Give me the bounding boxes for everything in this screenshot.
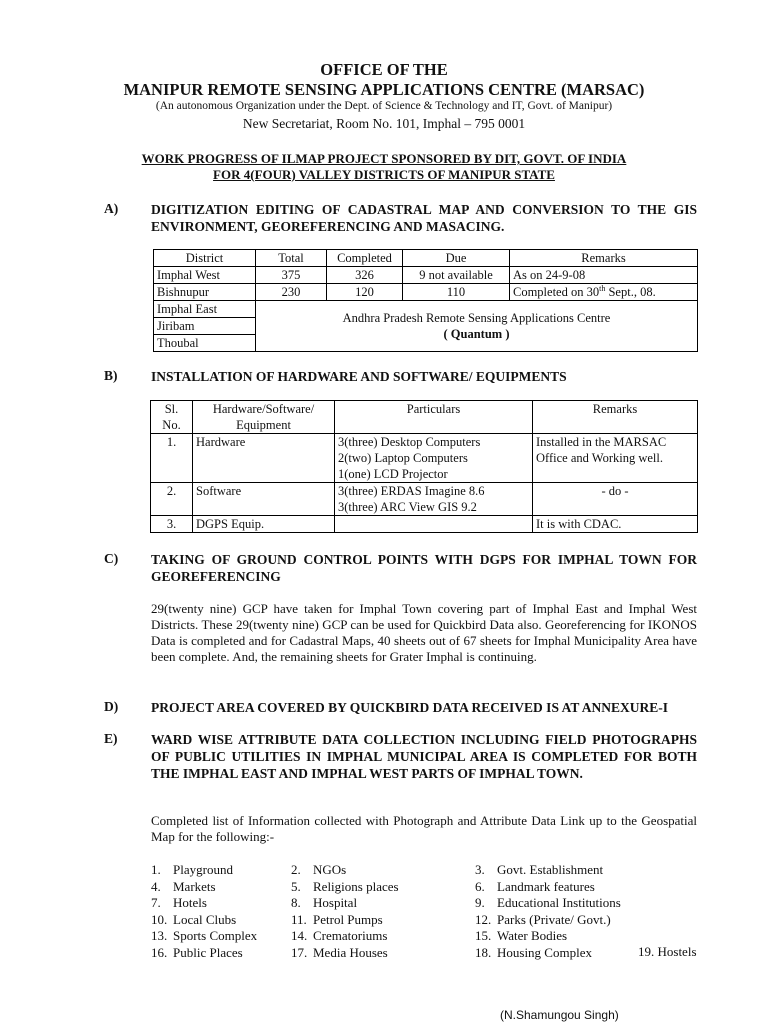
remark-text-end: Sept., 08. (605, 285, 656, 299)
list-item: Religions places (313, 878, 399, 894)
table-cell (510, 284, 698, 301)
section-d-title: PROJECT AREA COVERED BY QUICKBIRD DATA RECEIVED IS AT ANNEXURE-I (151, 700, 668, 715)
list-item-number: 13. (151, 928, 168, 943)
column-header: Due (403, 250, 510, 267)
list-row (151, 912, 711, 929)
table-cell: - do - (533, 483, 698, 516)
table-header-row (151, 401, 698, 434)
table-row (151, 483, 698, 516)
table-cell: DGPS Equip. (193, 516, 335, 533)
list-item: Markets (173, 878, 216, 894)
table-cell: Hardware (193, 434, 335, 483)
particular-line: 3(three) ARC View GIS 9.2 (338, 500, 477, 514)
section-e-title: WARD WISE ATTRIBUTE DATA COLLECTION INCLUDING FIELD PHOTOGRAPHS OF PUBLIC UTILITIES IN IMPHAL MUNICIPAL AREA IS COMPLETED FOR BOTH THE IMPHAL EAST AND IMPHAL WEST PARTS OF IMPHAL TOWN. (151, 732, 697, 781)
table-row (154, 301, 698, 318)
list-item: Local Clubs (173, 911, 237, 927)
list-item: Govt. Establishment (497, 862, 604, 877)
particular-line: 1(one) LCD Projector (338, 467, 448, 481)
table-cell (335, 516, 533, 533)
remark-line: Installed in the MARSAC (536, 435, 667, 449)
table-cell: 9 not available (403, 267, 510, 284)
table-cell: 120 (327, 284, 403, 301)
list-item: Educational Institutions (497, 895, 621, 910)
header-text: Sl. (164, 402, 179, 416)
table-cell: 3. (151, 516, 193, 533)
report-title-line-2: FOR 4(FOUR) VALLEY DISTRICTS OF MANIPUR STATE (213, 167, 555, 182)
list-item-number: 7. (151, 895, 161, 910)
table-cell: Jiribam (154, 318, 256, 335)
list-item-hostels: 19. Hostels (638, 944, 697, 959)
report-title-line-1: WORK PROGRESS OF ILMAP PROJECT SPONSORED BY DIT, GOVT. OF INDIA (141, 151, 627, 166)
signature: (N.Shamungou Singh) (500, 1008, 619, 1022)
list-item-number: 16. (151, 944, 168, 960)
table-header-row (154, 250, 698, 267)
column-header: Total (256, 250, 327, 267)
section-c-paragraph: 29(twenty nine) GCP have taken for Imphal Town covering part of Imphal East and Imphal West Districts. These 29(twenty nine) GCP can be used for Quickbird Data also. Georeferencing for IKONOS Data is completed and for Cadastral Maps, 40 sheets out of 67 sheets for Imphal Municipality Area have been complete. And, the remaining sheets for Grater Imphal is continuing. (151, 601, 697, 664)
header-text: No. (162, 418, 181, 432)
column-header: Remarks (533, 401, 698, 434)
digitization-table (153, 249, 698, 352)
list-item: Public Places (173, 944, 243, 960)
list-item: Petrol Pumps (313, 911, 383, 927)
list-item: Water Bodies (497, 928, 568, 943)
column-header: Remarks (510, 250, 698, 267)
list-item-number: 2. (291, 862, 301, 877)
header-text: Equipment (236, 418, 291, 432)
table-cell: 1. (151, 434, 193, 483)
table-cell: 326 (327, 267, 403, 284)
list-item-number: 3. (475, 862, 485, 877)
particular-line: 2(two) Laptop Computers (338, 451, 468, 465)
section-d-letter: D) (104, 699, 119, 714)
table-cell: Imphal West (154, 267, 256, 284)
list-row (151, 928, 711, 945)
remark-text: Completed on 30 (513, 285, 600, 299)
header-text: Hardware/Software/ (212, 402, 315, 416)
list-item-number: 15. (475, 928, 492, 943)
particular-line: 3(three) Desktop Computers (338, 435, 481, 449)
column-header (193, 401, 335, 434)
section-e-letter: E) (104, 731, 118, 746)
section-e-intro: Completed list of Information collected with Photograph and Attribute Data Link up to the Geospatial Map for the following:- (151, 813, 697, 844)
list-item-number: 5. (291, 878, 301, 894)
list-item: Playground (173, 862, 233, 877)
information-list (151, 862, 711, 961)
remark-line: Office and Working well. (536, 451, 663, 465)
list-item: Hotels (173, 895, 207, 910)
column-header (151, 401, 193, 434)
table-row (154, 284, 698, 301)
table-cell (335, 434, 533, 483)
table-row (154, 267, 698, 284)
section-a-letter: A) (104, 201, 119, 216)
section-c-title: TAKING OF GROUND CONTROL POINTS WITH DGPS FOR IMPHAL TOWN FOR GEOREFERENCING (151, 552, 697, 584)
table-cell: 230 (256, 284, 327, 301)
list-row (151, 945, 711, 962)
column-header: Completed (327, 250, 403, 267)
organization-address: New Secretariat, Room No. 101, Imphal – 795 0001 (242, 116, 526, 131)
section-b-letter: B) (104, 368, 118, 383)
column-header: Particulars (335, 401, 533, 434)
list-item-number: 1. (151, 862, 161, 877)
list-item: Parks (Private/ Govt.) (497, 911, 611, 927)
table-cell (533, 434, 698, 483)
list-item-number: 17. (291, 944, 308, 960)
table-cell: Imphal East (154, 301, 256, 318)
table-cell: 375 (256, 267, 327, 284)
particular-line: 3(three) ERDAS Imagine 8.6 (338, 484, 485, 498)
list-item: Landmark features (497, 878, 595, 894)
organization-name: MANIPUR REMOTE SENSING APPLICATIONS CENTRE (MARSAC) (123, 80, 645, 99)
list-item: Housing Complex (497, 944, 592, 960)
table-cell: Bishnupur (154, 284, 256, 301)
merged-note-cell (256, 301, 698, 352)
list-item: NGOs (313, 862, 347, 877)
table-cell: It is with CDAC. (533, 516, 698, 533)
equipment-table (150, 400, 698, 533)
table-row (151, 516, 698, 533)
list-item-number: 18. (475, 944, 492, 960)
section-c-letter: C) (104, 551, 119, 566)
table-row (151, 434, 698, 483)
section-a-title: DIGITIZATION EDITING OF CADASTRAL MAP AND CONVERSION TO THE GIS ENVIRONMENT, GEOREFERENCING AND MASACING. (151, 202, 697, 234)
table-cell: 2. (151, 483, 193, 516)
list-item-number: 4. (151, 878, 161, 894)
list-item-number: 11. (291, 911, 307, 927)
list-item-number: 9. (475, 895, 485, 910)
organization-description: (An autonomous Organization under the Dept. of Science & Technology and IT, Govt. of Manipur) (155, 100, 613, 112)
list-item-number: 8. (291, 895, 301, 910)
table-cell (335, 483, 533, 516)
table-cell: 110 (403, 284, 510, 301)
list-row (151, 879, 711, 896)
table-cell: Thoubal (154, 335, 256, 352)
remark-superscript: th (599, 283, 606, 293)
list-item: Sports Complex (173, 928, 258, 943)
merged-note-line-2: ( Quantum ) (443, 327, 510, 341)
list-item-number: 10. (151, 911, 168, 927)
list-item: Media Houses (313, 944, 388, 960)
list-item: Crematoriums (313, 928, 388, 943)
list-item: Hospital (313, 895, 358, 910)
list-row (151, 895, 711, 912)
list-item-number: 6. (475, 878, 485, 894)
table-cell: As on 24-9-08 (510, 267, 698, 284)
office-heading: OFFICE OF THE (320, 60, 448, 79)
list-row (151, 862, 711, 879)
merged-note-line-1: Andhra Pradesh Remote Sensing Applications Centre (342, 311, 611, 325)
table-cell: Software (193, 483, 335, 516)
list-item-number: 12. (475, 911, 492, 927)
column-header: District (154, 250, 256, 267)
list-item-number: 14. (291, 928, 308, 943)
section-b-title: INSTALLATION OF HARDWARE AND SOFTWARE/ EQUIPMENTS (151, 369, 567, 384)
